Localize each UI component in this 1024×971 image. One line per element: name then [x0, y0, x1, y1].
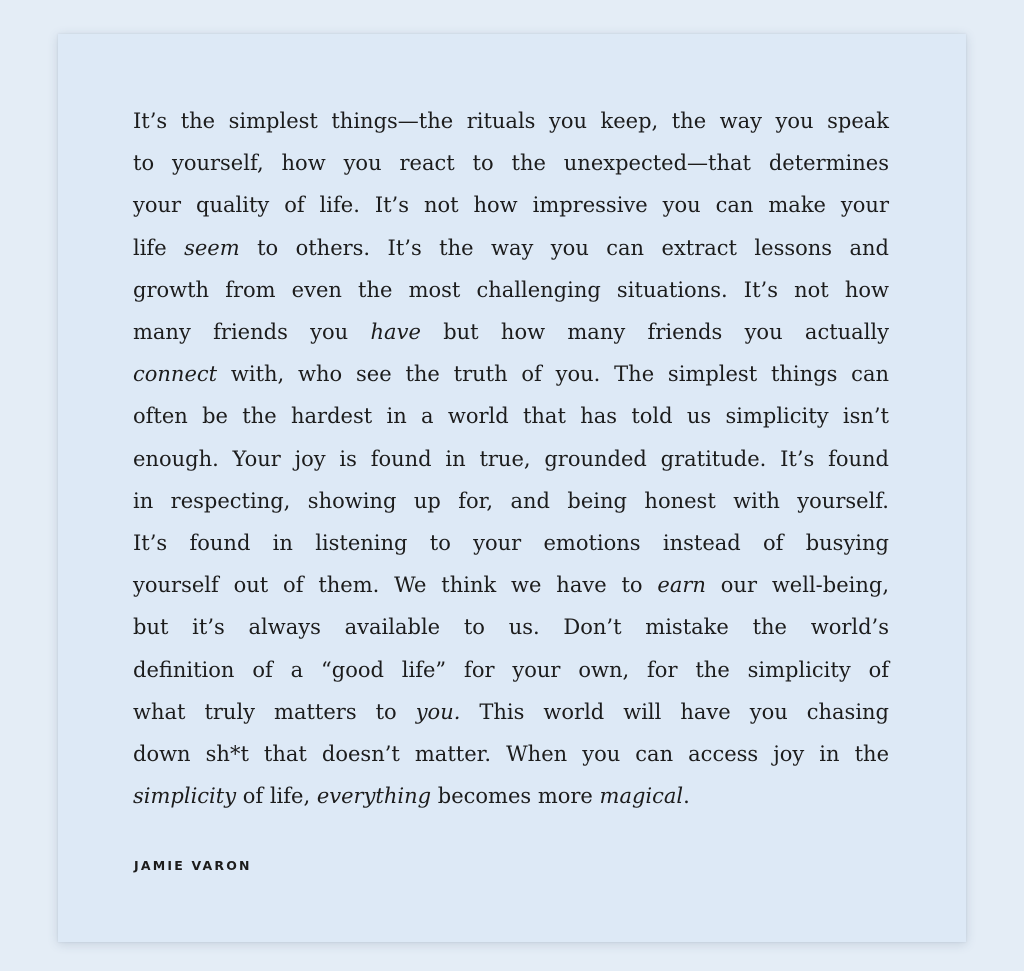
quote-segment: what truly matters to: [133, 699, 416, 724]
emphasis-text: everything: [316, 784, 432, 809]
quote-segment: enough. Your joy is found in true, grounded gratitude. It’s found: [133, 446, 889, 471]
quote-line: [133, 522, 889, 564]
emphasis-text: connect: [133, 362, 218, 387]
emphasis-text: you.: [415, 699, 461, 724]
quote-segment: definition of a “good life” for your own, for the simplicity of: [133, 657, 889, 682]
quote-segment: with, who see the truth of you. The simplest things can: [217, 362, 889, 387]
quote-line: [133, 227, 889, 269]
emphasis-text: earn: [657, 573, 706, 598]
quote-line: [133, 100, 889, 142]
quote-segment: down sh*t that doesn’t matter. When you can access joy in the: [133, 742, 889, 767]
quote-segment: of life,: [236, 784, 317, 809]
quote-line: [133, 269, 889, 311]
quote-segment: to yourself, how you react to the unexpected—that determines: [133, 151, 889, 176]
quote-line: [133, 564, 889, 606]
quote-line: [133, 311, 889, 353]
quote-line: [133, 606, 889, 648]
quote-line: [133, 649, 889, 691]
quote-line: [133, 438, 889, 480]
emphasis-text: have: [370, 320, 421, 345]
quote-segment: our well-being,: [705, 573, 889, 598]
emphasis-text: seem: [184, 235, 240, 260]
quote-segment: often be the hardest in a world that has told us simplicity isn’t: [133, 404, 889, 429]
quote-segment: This world will have you chasing: [460, 699, 889, 724]
quote-segment: to others. It’s the way you can extract lessons and: [239, 235, 890, 260]
quote-line: [133, 775, 889, 817]
quote-text: [133, 100, 889, 817]
quote-segment: yourself out of them. We think we have to: [133, 573, 658, 598]
quote-segment: many friends you: [133, 320, 371, 345]
quote-segment: becomes more: [431, 784, 600, 809]
quote-line: [133, 733, 889, 775]
quote-line: [133, 353, 889, 395]
quote-line: [133, 184, 889, 226]
quote-segment: It’s found in listening to your emotions instead of busying: [133, 531, 889, 556]
quote-segment: but it’s always available to us. Don’t mistake the world’s: [133, 615, 889, 640]
quote-segment: It’s the simplest things—the rituals you keep, the way you speak: [133, 109, 889, 133]
quote-segment: .: [683, 784, 690, 809]
quote-segment: but how many friends you actually: [420, 320, 889, 345]
emphasis-text: simplicity: [133, 784, 237, 809]
quote-segment: your quality of life. It’s not how impressive you can make your: [133, 193, 889, 218]
quote-segment: in respecting, showing up for, and being honest with yourself.: [133, 488, 889, 513]
quote-segment: growth from even the most challenging situations. It’s not how: [133, 277, 889, 302]
author-name: JAMIE VARON: [134, 858, 252, 873]
quote-segment: life: [133, 235, 185, 260]
quote-line: [133, 480, 889, 522]
quote-line: [133, 142, 889, 184]
emphasis-text: magical: [599, 784, 684, 809]
quote-line: [133, 691, 889, 733]
quote-line: [133, 395, 889, 437]
